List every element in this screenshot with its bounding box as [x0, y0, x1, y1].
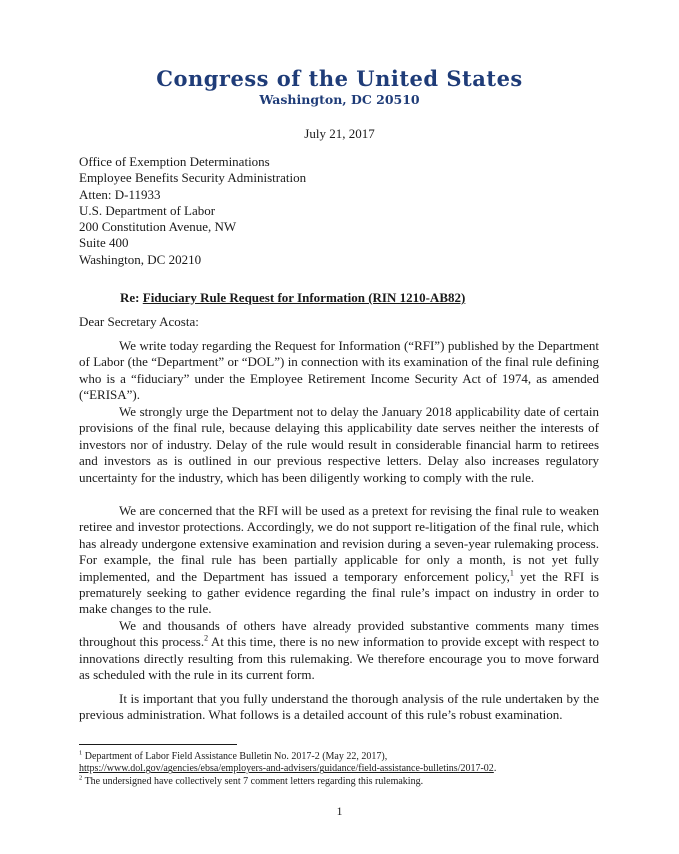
address-line: Suite 400 [79, 235, 129, 251]
address-line: U.S. Department of Labor [79, 202, 216, 218]
paragraph-4 [79, 618, 599, 684]
footnote-2 [79, 776, 609, 788]
letterhead-title: Congress of the United States [156, 66, 523, 91]
recipient-address [79, 154, 306, 268]
address-line: Washington, DC 20210 [79, 251, 202, 267]
subject-title: Fiduciary Rule Request for Information (RIN 1210-AB82) [142, 290, 466, 305]
address-line: Office of Exemption Determinations [79, 154, 270, 169]
footnotes [79, 751, 609, 788]
paragraph-3-text-a: We are concerned that the RFI will be used as a pretext for revising the final rule to weaken retiree and investor protections. Accordingly, we do not support re-litigation of the final rule, which has already undergone extensive examination and revision during a seven-year rulemaking process. For example, the final rule has been partially applicable for only a month, is not yet fully implemented, and the Department has issued a temporary enforcement policy, [79, 503, 599, 584]
paragraph-2: We strongly urge the Department not to delay the January 2018 applicability date of certain provisions of the final rule, because delaying this applicability date serves neither the interests of investors nor of industry. Delay of the rule would result in considerable financial harm to retirees and investors as is outlined in our previous respective letters. Delay also increases regulatory uncertainty for the industry, which has been diligently working to comply with the rule. [79, 404, 599, 485]
footnote-ref-2: 2 [204, 634, 209, 644]
footnote-1-link-line [79, 763, 609, 775]
letterhead-subtitle: Washington, DC 20510 [259, 92, 420, 107]
paragraph-5: It is important that you fully understand the thorough analysis of the rule undertaken by the previous administration. What follows is a detailed account of this rule’s robust examination. [79, 691, 599, 723]
footnote-divider [79, 744, 237, 745]
address-line: Atten: D-11933 [79, 186, 161, 202]
letterhead [0, 66, 679, 108]
paragraph-4-text-a: We and thousands of others have already provided substantive comments many times throughout this process. [79, 618, 599, 650]
subject-prefix: Re: [120, 290, 143, 305]
address-line: Employee Benefits Security Administration [79, 170, 307, 186]
greeting: Dear Secretary Acosta: [79, 314, 199, 329]
footnote-1 [79, 751, 609, 763]
page-number: 1 [336, 804, 343, 818]
letter-date: July 21, 2017 [304, 126, 375, 141]
footnote-1-end: . [493, 763, 497, 775]
paragraph-3-text-b: yet the RFI is prematurely seeking to gather evidence regarding the final rule’s impact on industry in order to make changes to the rule. [79, 568, 599, 617]
footnote-2-number: 2 [79, 774, 83, 782]
subject-line [120, 290, 465, 306]
footnote-1-text: Department of Labor Field Assistance Bulletin No. 2017-2 (May 22, 2017), [82, 751, 388, 762]
footnote-2-text: The undersigned have collectively sent 7 comment letters regarding this rulemaking. [82, 775, 424, 787]
footnote-1-number: 1 [79, 749, 83, 757]
paragraph-3 [79, 503, 599, 618]
footnote-ref-1: 1 [509, 568, 514, 578]
paragraph-4-text-b: At this time, there is no new information to provide except with respect to innovations directly resulting from this rulemaking. We therefore encourage you to move forward as scheduled with the rule in its current form. [79, 634, 599, 683]
address-line: 200 Constitution Avenue, NW [79, 219, 237, 235]
footnote-1-link[interactable]: https://www.dol.gov/agencies/ebsa/employers-and-advisers/guidance/field-assistance-bulletins/2017-02 [79, 763, 494, 775]
paragraph-1: We write today regarding the Request for Information (“RFI”) published by the Department of Labor (the “Department” or “DOL”) in connection with its examination of the final rule defining who is a “fiduciary” under the Employee Retirement Income Security Act of 1974, as amended (“ERISA”). [79, 338, 599, 403]
